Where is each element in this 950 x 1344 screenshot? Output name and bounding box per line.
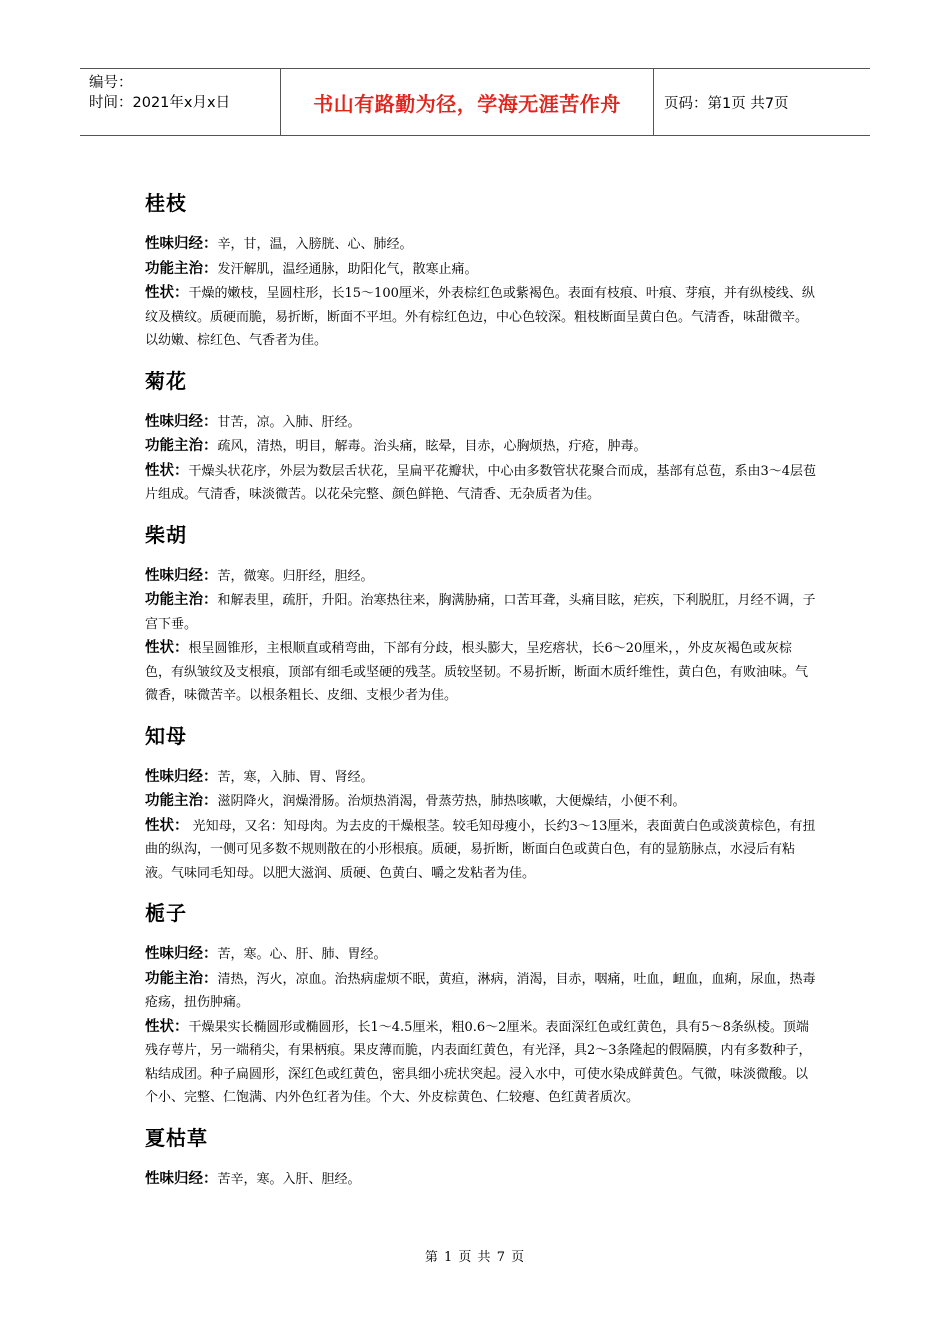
herb-entry [145,518,817,708]
xingwei-text: 苦，寒。心、肝、肺、胃经。 [217,947,387,962]
herb-title: 菊花 [145,368,187,393]
xingwei-label: 性味归经： [145,413,218,430]
gongneng-row [145,258,817,282]
gongneng-text: 滋阴降火，润燥滑肠。治烦热消渴，骨蒸劳热，肺热咳嗽，大便燥结，小便不利。 [217,794,686,809]
xingzhuang-row [145,282,817,353]
herb-title: 桂枝 [145,191,187,215]
herb-title: 栀子 [145,901,187,925]
gongneng-row [145,790,817,814]
xingwei-row [145,1168,817,1192]
xingwei-text: 苦，微寒。归肝经，胆经。 [217,568,374,584]
document-body [145,186,817,1202]
xingzhuang-text: 干燥的嫩枝，呈圆柱形，长15～100厘米，外表棕红色或紫褐色。表面有枝痕、叶痕、芽痕，并有纵棱线、纵纹及横纹。质硬而脆，易折断，断面不平坦。外有棕红色边，中心色较深。粗枝断面呈黄白色。气清香，味甜微辛。以幼嫩、棕红色、气香者为佳。 [145,286,815,348]
gongneng-label: 功能主治： [145,592,218,608]
xingzhuang-text: 干燥头状花序，外层为数层舌状花，呈扁平花瓣状，中心由多数管状花聚合而成，基部有总苞，系由3～4层苞片组成。气清香，味淡微苦。以花朵完整、颜色鲜艳、气清香、无杂质者为佳。 [145,463,817,502]
header-page-cell [654,69,870,135]
xingwei-text: 甘苦，凉。入肺、肝经。 [217,414,361,430]
xingwei-row [145,766,817,790]
xingwei-label: 性味归经： [145,768,218,785]
gongneng-row [145,435,817,459]
xingzhuang-row [145,1016,817,1110]
gongneng-text: 清热，泻火，凉血。治热病虚烦不眠，黄疸，淋病，消渴，目赤，咽痛，吐血，衄血，血痢，尿血，热毒疮疡，扭伤肿痛。 [145,971,816,1010]
gongneng-label: 功能主治： [145,438,218,454]
time-label: 时间：2021年x月x日 [89,95,231,111]
xingwei-text: 辛，甘，温，入膀胱、心、肺经。 [217,237,413,252]
header-meta [80,69,281,135]
gongneng-row [145,589,817,636]
motto-text: 书山有路勤为径，学海无涯苦作舟 [313,91,621,116]
gongneng-label: 功能主治： [145,793,218,809]
xingzhuang-label: 性状： [145,817,189,834]
page-footer: 第 1 页 共 7 页 [424,1250,526,1265]
xingwei-row [145,233,817,257]
page-info: 页码：第1页 共7页 [664,95,789,112]
xingzhuang-text: 根呈圆锥形，主根顺直或稍弯曲，下部有分歧，根头膨大，呈疙瘩状，长6～20厘米，，外皮灰褐色或灰棕色，有纵皱纹及支根痕，顶部有细毛或坚硬的残茎。质较坚韧。不易折断，断面木质纤维性，黄白色，有败油味。气微香，味微苦辛。以根条粗长、皮细、支根少者为佳。 [145,641,809,703]
xingwei-label: 性味归经： [145,236,218,252]
gongneng-text: 发汗解肌，温经通脉，助阳化气，散寒止痛。 [217,261,478,277]
xingwei-label: 性味归经： [145,946,218,962]
herb-entry [145,186,817,353]
herb-title: 柴胡 [145,522,187,547]
xingzhuang-row [145,637,817,708]
number-label: 编号： [89,75,133,91]
gongneng-text: 疏风，清热，明目，解毒。治头痛，眩晕，目赤，心胸烦热，疔疮，肿毒。 [217,439,647,454]
xingwei-text: 苦，寒，入肺、胃、肾经。 [217,769,374,785]
xingwei-label: 性味归经： [145,567,218,584]
page-header [80,68,870,136]
xingzhuang-label: 性状： [145,462,189,479]
gongneng-row [145,968,817,1015]
xingzhuang-label: 性状： [145,285,189,301]
xingwei-row [145,943,817,967]
xingwei-label: 性味归经： [145,1170,218,1187]
xingzhuang-row [145,460,817,507]
herb-title: 夏枯草 [145,1125,208,1150]
herb-entry [145,719,817,886]
herb-entry [145,364,817,507]
header-motto-cell [281,69,654,135]
xingzhuang-label: 性状： [145,640,189,656]
xingwei-row [145,411,817,435]
gongneng-label: 功能主治： [145,260,218,277]
xingzhuang-text: 干燥果实长椭圆形或椭圆形，长1～4.5厘米，粗0.6～2厘米。表面深红色或红黄色，具有5～8条纵棱。顶端残存萼片，另一端稍尖，有果柄痕。果皮薄而脆，内表面红黄色，有光泽，具2～3条隆起的假隔膜，内有多数种子，粘结成团。种子扁圆形，深红色或红黄色，密具细小疣状突起。浸入水中，可使水染成鲜黄色。气微，味淡微酸。以个小、完整、仁饱满、内外色红者为佳。个大、外皮棕黄色、仁较瘪、色红黄者质次。 [145,1019,812,1105]
xingzhuang-row [145,815,817,886]
xingzhuang-text: 光知母，又名：知母肉。为去皮的干燥根茎。较毛知母瘦小，长约3～13厘米，表面黄白色或淡黄棕色，有扭曲的纵沟，一侧可见多数不规则散在的小形根痕。质硬，易折断，断面白色或黄白色，有的显筋脉点，水浸后有粘液。气味同毛知母。以肥大滋润、质硬、色黄白、嚼之发粘者为佳。 [145,818,816,881]
gongneng-label: 功能主治： [145,970,218,987]
xingwei-row [145,565,817,589]
xingwei-text: 苦辛，寒。入肝、胆经。 [217,1171,361,1187]
gongneng-text: 和解表里，疏肝，升阳。治寒热往来，胸满胁痛，口苦耳聋，头痛目眩，疟疾，下利脱肛，月经不调，子宫下垂。 [145,593,816,632]
herb-entry [145,1121,817,1192]
xingzhuang-label: 性状： [145,1018,189,1035]
herb-title: 知母 [145,723,187,748]
herb-entry [145,896,817,1110]
